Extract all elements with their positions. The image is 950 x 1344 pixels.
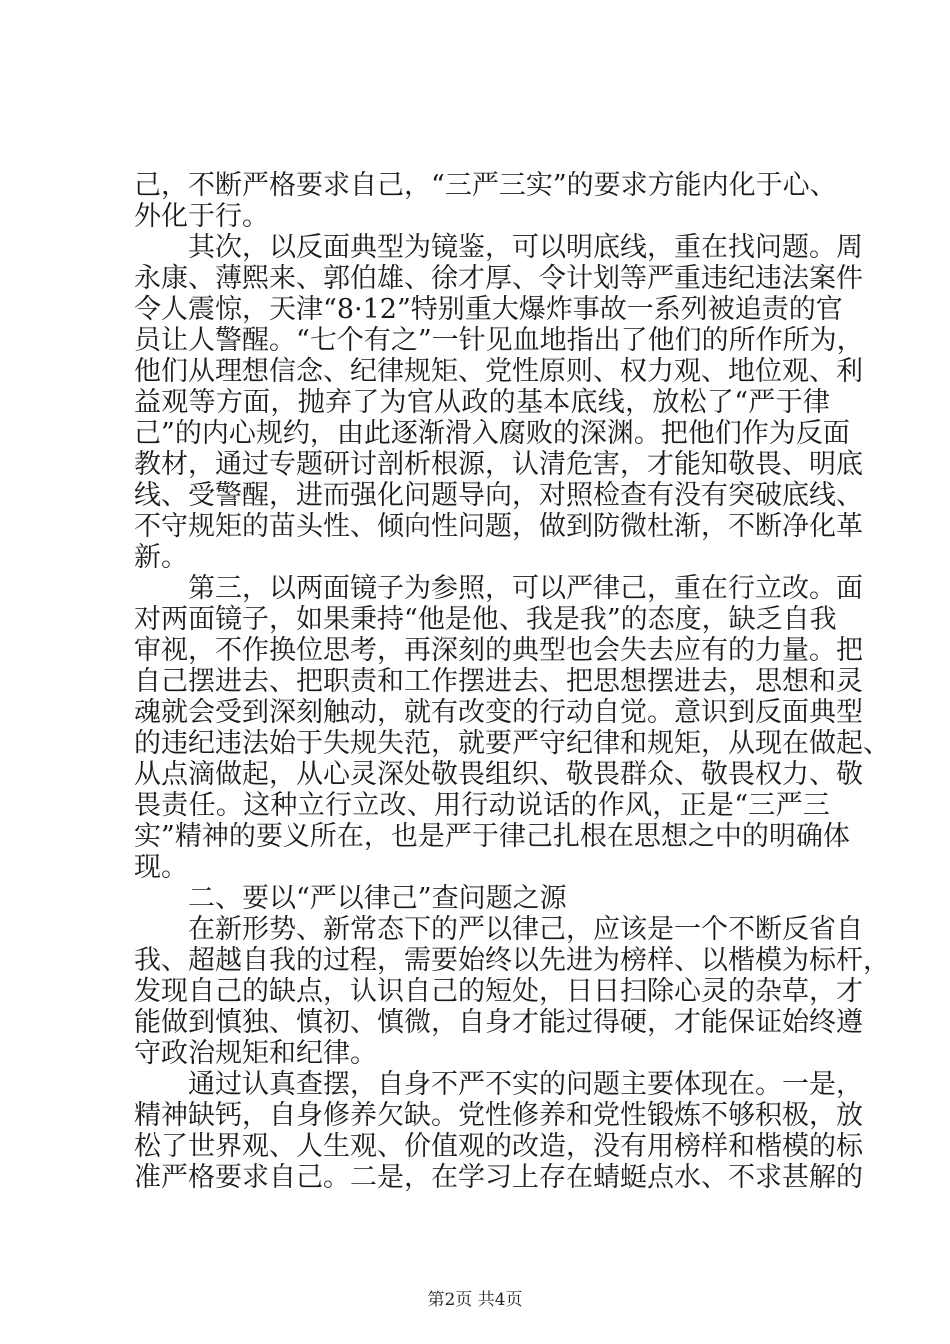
text-line: 己 ， 不 断 严 格 要 求 自 己 ， “ 三 严 三 实 ” 的 要 求 方 能 内 化 于 心 、 xyxy=(134,170,837,201)
text-line: 线 、 受 警 醒 ， 进 而 强 化 问 题 导 向 ， 对 照 检 查 有 没 有 突 破 底 线 、 xyxy=(134,480,863,511)
text-line: 员 让 人 警 醒 。 “ 七 个 有 之 ” 一 针 见 血 地 指 出 了 他 们 的 所 作 所 为 ， xyxy=(134,325,864,356)
text-line: 其 次 ， 以 反 面 典 型 为 镜 鉴 ， 可 以 明 底 线 ， 重 在 找 问 题 。 周 xyxy=(188,232,863,263)
document-body xyxy=(134,170,890,1193)
text-line: 能 做 到 慎 独 、 慎 初 、 慎 微 ， 自 身 才 能 过 得 硬 ， 才 能 保 证 始 终 遵 xyxy=(134,1007,863,1038)
text-line: 审 视 ， 不 作 换 位 思 考 ， 再 深 刻 的 典 型 也 会 失 去 应 有 的 力 量 。 把 xyxy=(134,635,863,666)
text-line: 教 材 ， 通 过 专 题 研 讨 剖 析 根 源 ， 认 清 危 害 ， 才 能 知 敬 畏 、 明 底 xyxy=(134,449,863,480)
text-line: 己 ” 的 内 心 规 约 ， 由 此 逐 渐 滑 入 腐 败 的 深 渊 。 把 他 们 作 为 反 面 xyxy=(134,418,850,449)
text-line: 畏 责 任 。 这 种 立 行 立 改 、 用 行 动 说 话 的 作 风 ， 正 是 “ 三 严 三 xyxy=(134,790,830,821)
text-line: 松 了 世 界 观 、 人 生 观 、 价 值 观 的 改 造 ， 没 有 用 榜 样 和 楷 模 的 标 xyxy=(134,1131,863,1162)
text-line: 准 严 格 要 求 自 己 。 二 是 ， 在 学 习 上 存 在 蜻 蜓 点 水 、 不 求 甚 解 的 xyxy=(134,1162,863,1193)
text-line: 实 ” 精 神 的 要 义 所 在 ， 也 是 严 于 律 己 扎 根 在 思 想 之 中 的 明 确 体 xyxy=(134,821,850,852)
text-line: 精 神 缺 钙 ， 自 身 修 养 欠 缺 。 党 性 修 养 和 党 性 锻 炼 不 够 积 极 ， 放 xyxy=(134,1100,863,1131)
text-line: 从 点 滴 做 起 ， 从 心 灵 深 处 敬 畏 组 织 、 敬 畏 群 众 、 敬 畏 权 力 、 敬 xyxy=(134,759,863,790)
text-line: 令 人 震 惊 ， 天 津 “ 8 · 1 2 ” 特 别 重 大 爆 炸 事 故 一 系 列 被 追 责 的 官 xyxy=(134,294,843,325)
text-line: 魂 就 会 受 到 深 刻 触 动 ， 就 有 改 变 的 行 动 自 觉 。 意 识 到 反 面 典 型 xyxy=(134,697,863,728)
text-line: 自 己 摆 进 去 、 把 职 责 和 工 作 摆 进 去 、 把 思 想 摆 进 去 ， 思 想 和 灵 xyxy=(134,666,863,697)
text-line: 第 三 ， 以 两 面 镜 子 为 参 照 ， 可 以 严 律 己 ， 重 在 行 立 改 。 面 xyxy=(188,573,863,604)
text-line: 新。 xyxy=(134,542,188,573)
text-line: 永 康 、 薄 熙 来 、 郭 伯 雄 、 徐 才 厚 、 令 计 划 等 严 重 违 纪 违 法 案 件 xyxy=(134,263,863,294)
text-line: 不 守 规 矩 的 苗 头 性 、 倾 向 性 问 题 ， 做 到 防 微 杜 渐 ， 不 断 净 化 革 xyxy=(134,511,863,542)
text-line: 现。 xyxy=(134,852,188,883)
text-line: 我 、 超 越 自 我 的 过 程 ， 需 要 始 终 以 先 进 为 榜 样 、 以 楷 模 为 标 杆 ， xyxy=(134,945,890,976)
text-line: 二、要以“严以律己”查问题之源 xyxy=(188,883,567,914)
text-line: 的 违 纪 违 法 始 于 失 规 失 范 ， 就 要 严 守 纪 律 和 规 矩 ， 从 现 在 做 起 、 xyxy=(134,728,890,759)
text-line: 通 过 认 真 查 摆 ， 自 身 不 严 不 实 的 问 题 主 要 体 现 在 。 一 是 ， xyxy=(188,1069,863,1100)
text-line: 他 们 从 理 想 信 念 、 纪 律 规 矩 、 党 性 原 则 、 权 力 观 、 地 位 观 、 利 xyxy=(134,356,863,387)
text-line: 在 新 形 势 、 新 常 态 下 的 严 以 律 己 ， 应 该 是 一 个 不 断 反 省 自 xyxy=(188,914,863,945)
text-line: 发 现 自 己 的 缺 点 ， 认 识 自 己 的 短 处 ， 日 日 扫 除 心 灵 的 杂 草 ， 才 xyxy=(134,976,863,1007)
text-line: 益 观 等 方 面 ， 抛 弃 了 为 官 从 政 的 基 本 底 线 ， 放 松 了 “ 严 于 律 xyxy=(134,387,830,418)
page-footer: 第2页 共4页 xyxy=(427,1290,523,1310)
text-line: 外化于行。 xyxy=(134,201,269,232)
text-line: 守政治规矩和纪律。 xyxy=(134,1038,377,1069)
text-line: 对 两 面 镜 子 ， 如 果 秉 持 “ 他 是 他 、 我 是 我 ” 的 态 度 ， 缺 乏 自 我 xyxy=(134,604,837,635)
